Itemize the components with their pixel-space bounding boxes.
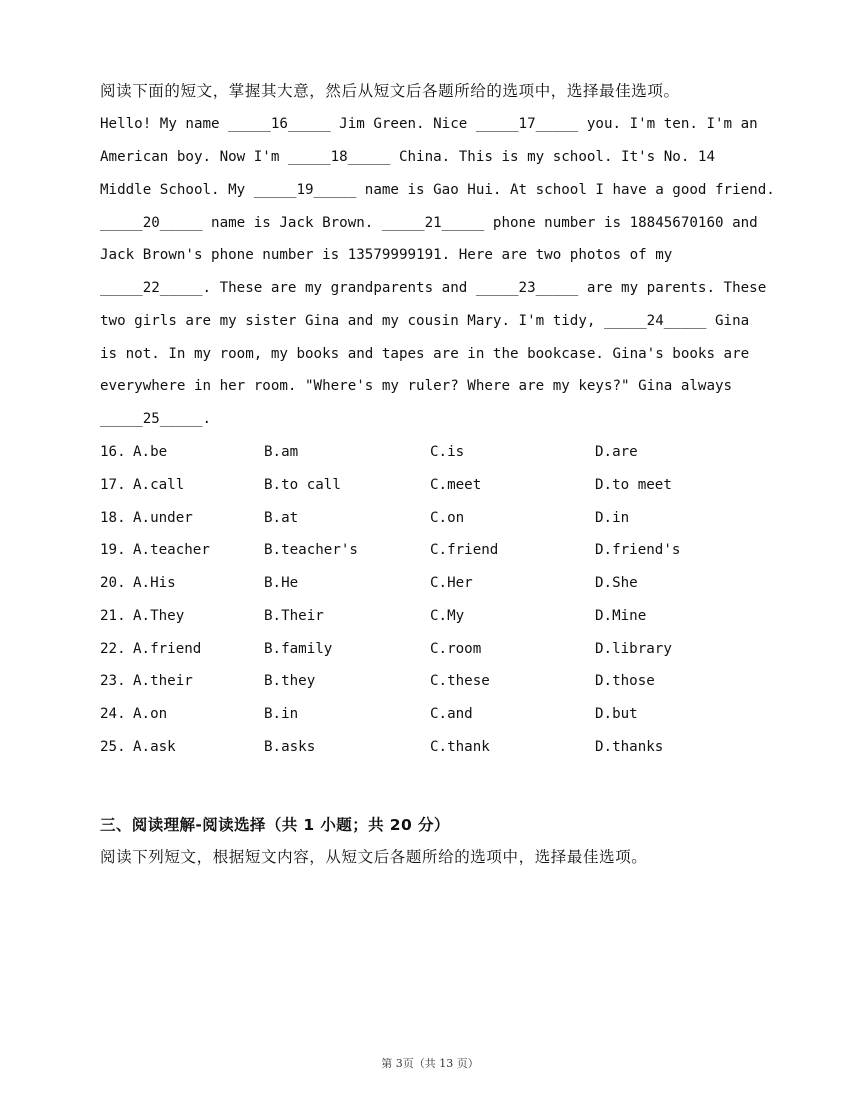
option-d: D.friend's [595, 542, 681, 558]
question-number: 21. [100, 608, 126, 624]
option-a: A.They [133, 608, 185, 624]
passage-line: two girls are my sister Gina and my cousin Mary. I'm tidy, _____24_____ Gina [100, 313, 750, 329]
option-d: D.those [595, 673, 655, 689]
option-a: A.friend [133, 641, 202, 657]
option-a: A.teacher [133, 542, 210, 558]
option-c: C.My [430, 608, 465, 624]
option-d: D.are [595, 444, 638, 460]
question-number: 16. [100, 444, 126, 460]
intro-instruction: 阅读下面的短文，掌握其大意，然后从短文后各题所给的选项中，选择最佳选项。 [100, 82, 680, 100]
option-b: B.family [264, 641, 333, 657]
option-c: C.friend [430, 542, 499, 558]
option-b: B.am [264, 444, 299, 460]
question-number: 25. [100, 739, 126, 755]
option-b: B.in [264, 706, 299, 722]
option-c: C.meet [430, 477, 482, 493]
question-row [100, 639, 740, 659]
option-d: D.She [595, 575, 638, 591]
passage-line: everywhere in her room. "Where's my ruler? Where are my keys?" Gina always [100, 378, 733, 394]
passage-line: _____25_____. [100, 411, 212, 427]
question-number: 23. [100, 673, 126, 689]
option-b: B.they [264, 673, 316, 689]
question-row [100, 475, 740, 495]
option-d: D.but [595, 706, 638, 722]
option-b: B.to call [264, 477, 341, 493]
option-c: C.is [430, 444, 465, 460]
question-number: 20. [100, 575, 126, 591]
option-b: B.asks [264, 739, 316, 755]
option-a: A.under [133, 510, 193, 526]
option-a: A.ask [133, 739, 176, 755]
option-c: C.on [430, 510, 465, 526]
option-d: D.thanks [595, 739, 664, 755]
option-c: C.Her [430, 575, 473, 591]
passage-line: _____22_____. These are my grandparents and _____23_____ are my parents. These [100, 280, 767, 296]
section-heading: 三、阅读理解-阅读选择（共 1 小题；共 20 分） [100, 816, 450, 834]
option-d: D.library [595, 641, 672, 657]
option-b: B.He [264, 575, 299, 591]
passage-line: Hello! My name _____16_____ Jim Green. Nice _____17_____ you. I'm ten. I'm an [100, 116, 758, 132]
option-d: D.Mine [595, 608, 647, 624]
option-d: D.in [595, 510, 630, 526]
question-row [100, 737, 740, 757]
option-c: C.room [430, 641, 482, 657]
question-row [100, 442, 740, 462]
option-c: C.thank [430, 739, 490, 755]
question-row [100, 573, 740, 593]
option-b: B.Their [264, 608, 324, 624]
question-number: 17. [100, 477, 126, 493]
question-row [100, 704, 740, 724]
passage-line: _____20_____ name is Jack Brown. _____21_____ phone number is 18845670160 and [100, 215, 758, 231]
option-a: A.on [133, 706, 168, 722]
passage-line: Middle School. My _____19_____ name is Gao Hui. At school I have a good friend. [100, 182, 775, 198]
option-b: B.at [264, 510, 299, 526]
question-number: 22. [100, 641, 126, 657]
question-row [100, 508, 740, 528]
passage-line: American boy. Now I'm _____18_____ China. This is my school. It's No. 14 [100, 149, 715, 165]
option-a: A.be [133, 444, 168, 460]
option-c: C.and [430, 706, 473, 722]
question-row [100, 606, 740, 626]
question-row [100, 671, 740, 691]
option-a: A.call [133, 477, 185, 493]
option-a: A.His [133, 575, 176, 591]
question-number: 19. [100, 542, 126, 558]
question-number: 24. [100, 706, 126, 722]
section-instruction: 阅读下列短文，根据短文内容，从短文后各题所给的选项中，选择最佳选项。 [100, 848, 648, 866]
page-footer: 第 3页（共 13 页） [381, 1057, 479, 1070]
question-row [100, 540, 740, 560]
option-c: C.these [430, 673, 490, 689]
passage-line: is not. In my room, my books and tapes are in the bookcase. Gina's books are [100, 346, 750, 362]
option-a: A.their [133, 673, 193, 689]
option-b: B.teacher's [264, 542, 358, 558]
question-number: 18. [100, 510, 126, 526]
option-d: D.to meet [595, 477, 672, 493]
passage-line: Jack Brown's phone number is 13579999191. Here are two photos of my [100, 247, 673, 263]
